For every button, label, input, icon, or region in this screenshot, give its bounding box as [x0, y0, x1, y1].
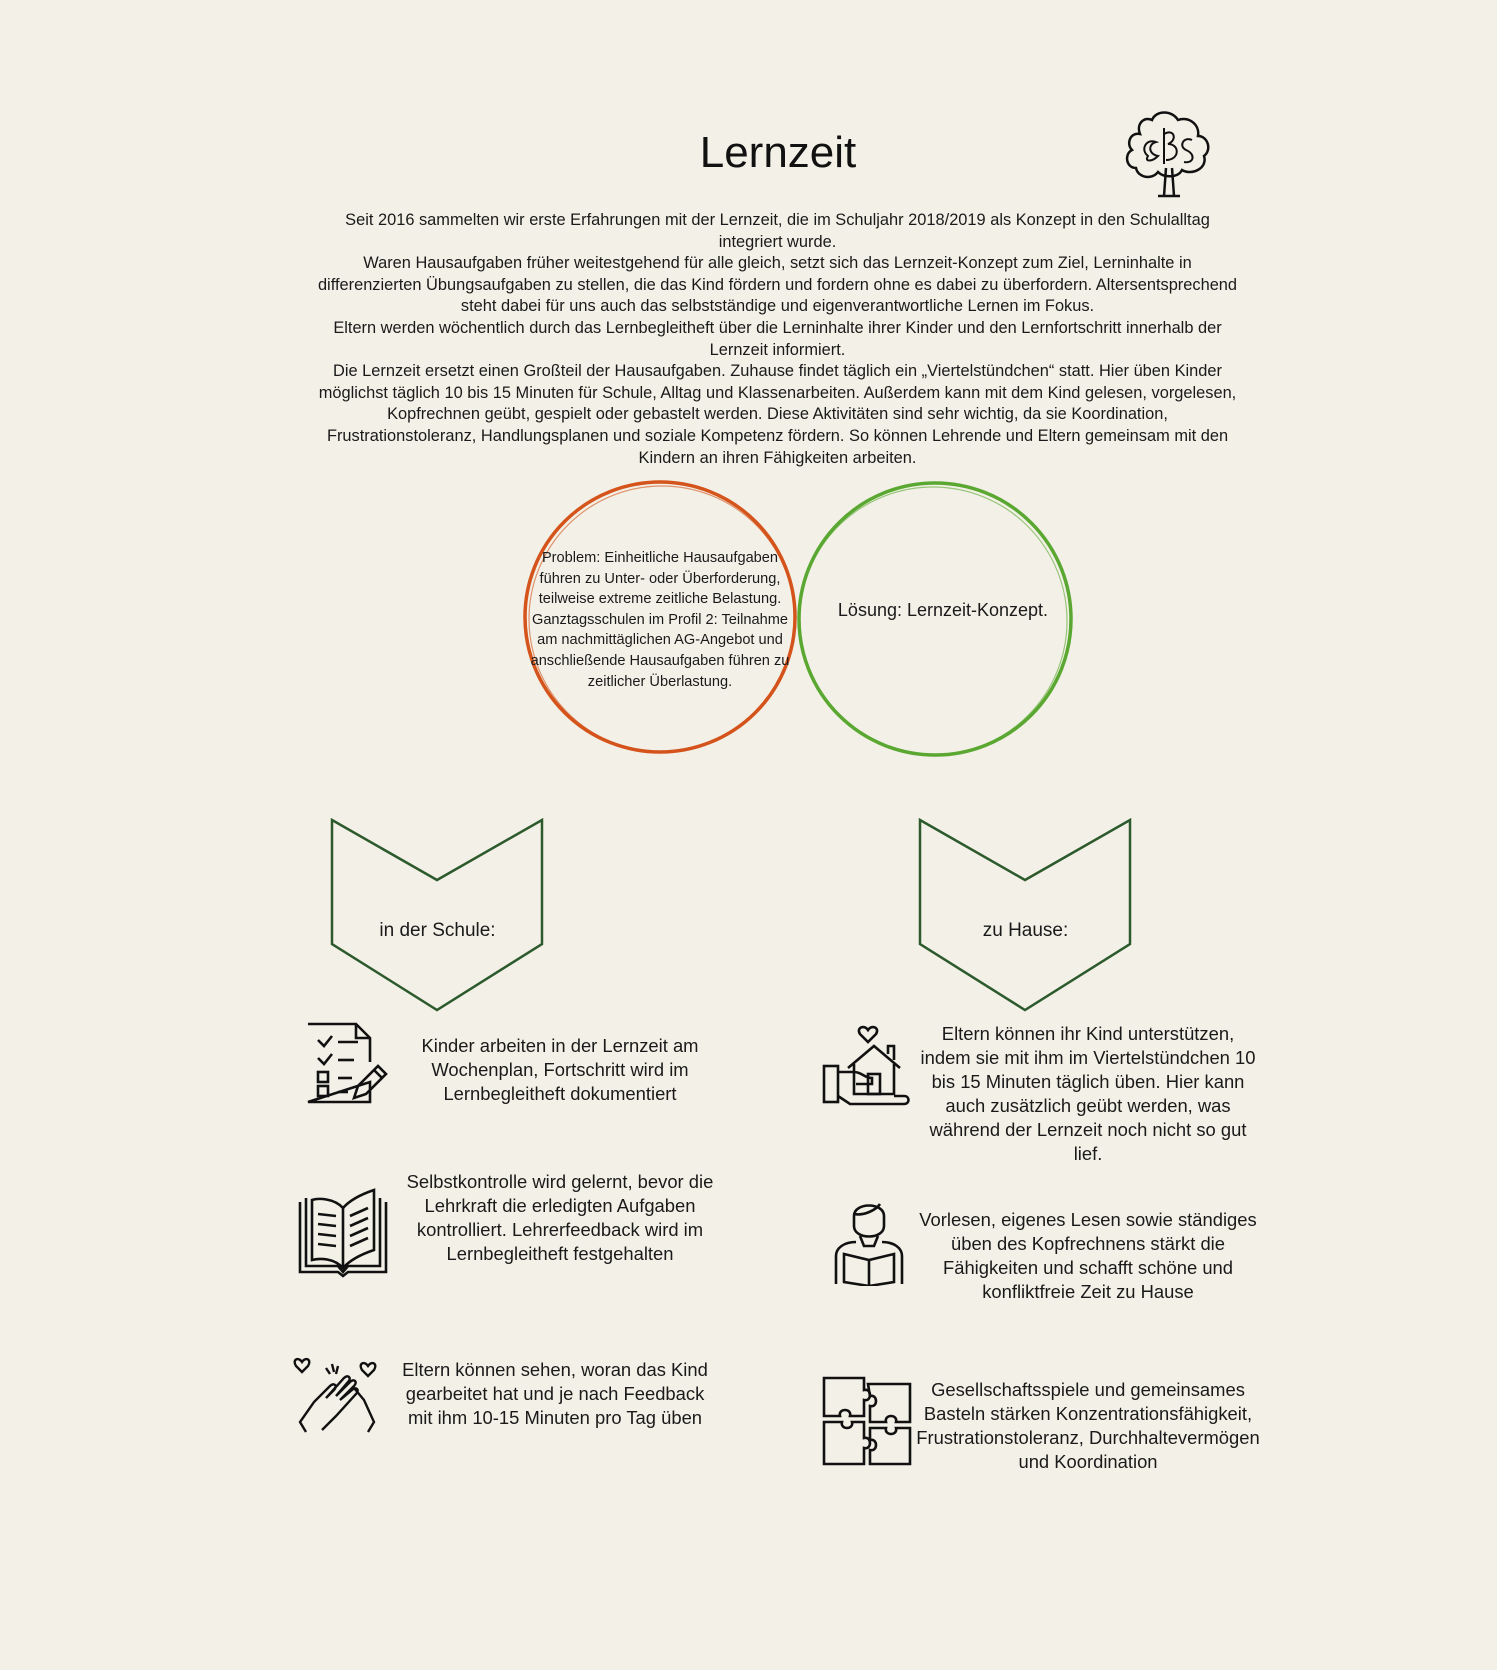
- school-item-text: Kinder arbeiten in der Lernzeit am Wochenplan, Fortschritt wird im Lernbegleitheft dokumentiert: [421, 1035, 699, 1104]
- intro-paragraph: Waren Hausaufgaben früher weitestgehend für alle gleich, setzt sich das Lernzeit-Konzept zum Ziel, Lerninhalte in differenzierten Übungsaufgaben zu stellen, die das Kind fördern und fordern ohne es dabei zu überfordern. Altersentsprechend steht dabei für uns auch das selbstständige und eigenverantwortliche Lernen im Fokus.: [317, 254, 1238, 316]
- open-book-icon: [298, 1188, 388, 1278]
- intro-paragraph: Eltern werden wöchentlich durch das Lernbegleitheft über die Lerninhalte ihrer Kinder und den Lernfortschritt innerhalb der Lernzeit informiert.: [333, 318, 1222, 359]
- home-item-text: Gesellschaftsspiele und gemeinsames Basteln stärken Konzentrationsfähigkeit, Frustrationstoleranz, Durchhaltevermögen und Koordination: [916, 1379, 1260, 1472]
- solution-text: Lösung: Lernzeit-Konzept.: [837, 600, 1049, 620]
- intro-paragraph: Seit 2016 sammelten wir erste Erfahrungen mit der Lernzeit, die im Schuljahr 2018/2019 als Konzept in den Schulalltag integriert wurde.: [345, 211, 1210, 251]
- school-item-text: Selbstkontrolle wird gelernt, bevor die Lehrkraft die erledigten Aufgaben kontrolliert. Lehrerfeedback wird im Lernbegleitheft festgehalten: [406, 1171, 714, 1264]
- puzzle-icon: [822, 1376, 912, 1466]
- home-care-icon: [822, 1024, 912, 1114]
- page-title: Lernzeit: [699, 128, 857, 177]
- reading-person-icon: [824, 1196, 914, 1286]
- hands-hearts-icon: [292, 1348, 382, 1438]
- intro-paragraph: Die Lernzeit ersetzt einen Großteil der Hausaufgaben. Zuhause findet täglich ein „Viertelstündchen“ statt. Hier üben Kinder möglichst täglich 10 bis 15 Minuten für Schule, Alltag und Klassenarbeiten. Außerdem kann mit dem Kind gelesen, vorgelesen, Kopfrechnen geübt, gespielt oder gebastelt werden. Diese Aktivitäten sind sehr wichtig, da sie Koordination, Frustrationstoleranz, Handlungsplanen und soziale Kompetenz fördern. So können Lehrende und Eltern gemeinsam mit den Kindern an ihren Fähigkeiten arbeiten.: [318, 362, 1237, 467]
- school-logo-icon: [1118, 104, 1218, 200]
- home-item-text: Eltern können ihr Kind unterstützen, indem sie mit ihm im Viertelstündchen 10 bis 15 Minuten täglich üben. Hier kann auch zusätzlich geübt werden, was während der Lernzeit noch nicht so gut lief.: [920, 1023, 1256, 1164]
- school-badge: [330, 818, 545, 1013]
- home-badge: [918, 818, 1133, 1013]
- intro-text: [315, 210, 1240, 469]
- school-item-text: Eltern können sehen, woran das Kind gearbeitet hat und je nach Feedback mit ihm 10-15 Minuten pro Tag üben: [402, 1359, 708, 1428]
- home-label: zu Hause:: [982, 920, 1069, 941]
- problem-text: Problem: Einheitliche Hausaufgaben führen zu Unter- oder Überforderung, teilweise extreme zeitliche Belastung. Ganztagsschulen im Profil 2: Teilnahme am nachmittäglichen AG-Angebot und anschließende Hausaufgaben führen zu zeitlicher Überlastung.: [530, 550, 790, 690]
- home-item-text: Vorlesen, eigenes Lesen sowie ständiges üben des Kopfrechnens stärkt die Fähigkeiten und schafft schöne und konfliktfreie Zeit zu Hause: [919, 1209, 1257, 1302]
- school-label: in der Schule:: [379, 920, 496, 941]
- checklist-icon: [298, 1022, 388, 1112]
